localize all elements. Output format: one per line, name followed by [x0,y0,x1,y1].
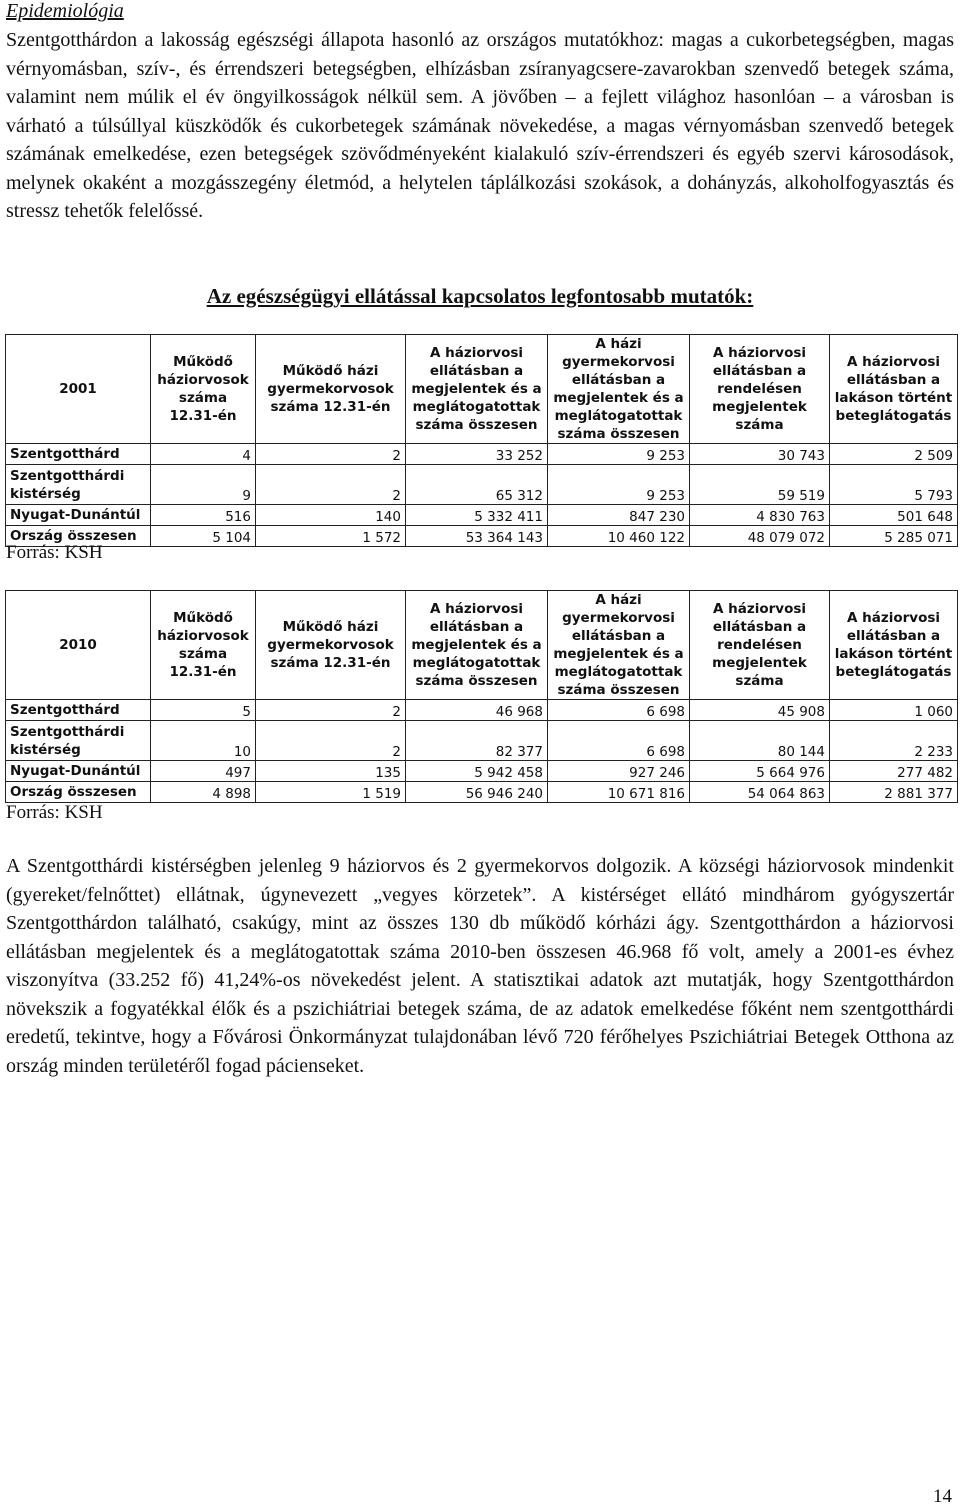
table-cell: 2 [256,700,406,721]
table-row [6,721,958,761]
table-cell: 6 698 [548,700,690,721]
table-cell: 1 572 [256,526,406,547]
section-title: Epidemiológia [6,0,124,22]
column-header: A háziorvosi ellátásban a megjelentek és a meglátogatottak száma összesen [406,335,548,444]
year-header: 2001 [6,335,151,444]
row-label: Szentgotthárd [6,444,151,465]
table-row [6,700,958,721]
table-cell: 4 830 763 [690,505,830,526]
table-cell: 10 [151,721,256,761]
column-header: Működő házi gyermekorvosok száma 12.31-én [256,335,406,444]
table-row [6,761,958,782]
table-cell: 6 698 [548,721,690,761]
table-cell: 56 946 240 [406,782,548,803]
table-row [6,526,958,547]
table-cell: 140 [256,505,406,526]
table-row [6,444,958,465]
table-cell: 5 793 [830,465,958,505]
table-row [6,505,958,526]
table-cell: 277 482 [830,761,958,782]
column-header: Működő házi gyermekorvosok száma 12.31-én [256,591,406,700]
table-cell: 9 253 [548,444,690,465]
source-note: Forrás: KSH [6,542,103,563]
source-note: Forrás: KSH [6,802,103,823]
table-header-row [6,335,958,444]
table-header-row [6,591,958,700]
table-cell: 30 743 [690,444,830,465]
table-cell: 5 942 458 [406,761,548,782]
table-cell: 9 [151,465,256,505]
table-cell: 33 252 [406,444,548,465]
table-cell: 53 364 143 [406,526,548,547]
row-label: Nyugat-Dunántúl [6,761,151,782]
table-cell: 5 332 411 [406,505,548,526]
table-cell: 516 [151,505,256,526]
year-header: 2010 [6,591,151,700]
table-cell: 80 144 [690,721,830,761]
table-cell: 9 253 [548,465,690,505]
table-row [6,465,958,505]
table-cell: 1 519 [256,782,406,803]
table-cell: 45 908 [690,700,830,721]
table-cell: 10 671 816 [548,782,690,803]
column-header: A háziorvosi ellátásban a lakáson történt beteglátogatás [830,591,958,700]
table-cell: 927 246 [548,761,690,782]
row-label: Szentgotthárd [6,700,151,721]
table-cell: 135 [256,761,406,782]
table-cell: 4 898 [151,782,256,803]
indicators-table-2001 [5,334,958,547]
column-header: A házi gyermekorvosi ellátásban a megjelentek és a meglátogatottak száma összesen [548,335,690,444]
table-cell: 59 519 [690,465,830,505]
table-cell: 5 [151,700,256,721]
column-header: Működő háziorvosok száma 12.31-én [151,335,256,444]
table-row [6,782,958,803]
row-label: Szentgotthárdi kistérség [6,721,151,761]
column-header: A háziorvosi ellátásban a lakáson történt beteglátogatás [830,335,958,444]
table-cell: 48 079 072 [690,526,830,547]
column-header: A háziorvosi ellátásban a megjelentek és a meglátogatottak száma összesen [406,591,548,700]
table-cell: 5 104 [151,526,256,547]
table-cell: 5 285 071 [830,526,958,547]
row-label: Ország összesen [6,526,151,547]
page-number: 14 [933,1486,952,1507]
table-cell: 5 664 976 [690,761,830,782]
row-label: Ország összesen [6,782,151,803]
indicators-table-2010 [5,590,958,803]
table-cell: 2 [256,721,406,761]
column-header: A házi gyermekorvosi ellátásban a megjelentek és a meglátogatottak száma összesen [548,591,690,700]
table-cell: 501 648 [830,505,958,526]
column-header: A háziorvosi ellátásban a rendelésen megjelentek száma [690,591,830,700]
row-label: Szentgotthárdi kistérség [6,465,151,505]
row-label: Nyugat-Dunántúl [6,505,151,526]
table-cell: 65 312 [406,465,548,505]
table-cell: 4 [151,444,256,465]
table-cell: 46 968 [406,700,548,721]
table-cell: 82 377 [406,721,548,761]
intro-paragraph: Szentgotthárdon a lakosság egészségi állapota hasonló az országos mutatókhoz: magas a cukorbetegségben, magas vérnyomásban, szív-, és érrendszeri betegségben, elhízásban zsíranyagcsere-zavarokban szenvedő betegek száma, valamint nem múlik el év öngyilkosságok nélkül sem. A jövőben – a fejlett világhoz hasonlóan – a városban is várható a túlsúllyal küszködők és cukorbetegek számának növekedése, a magas vérnyomásban szenvedő betegek számának emelkedése, ezen betegségek szövődményeként kialakuló szív-érrendszeri és egyéb szervi károsodások, melynek okaként a mozgásszegény életmód, a helytelen táplálkozási szokások, a dohányzás, alkoholfogyasztás és stressz tehetők felelőssé. [6,29,954,222]
table-cell: 54 064 863 [690,782,830,803]
table-cell: 497 [151,761,256,782]
column-header: Működő háziorvosok száma 12.31-én [151,591,256,700]
table-cell: 2 233 [830,721,958,761]
table-cell: 2 [256,444,406,465]
table-cell: 2 509 [830,444,958,465]
table-cell: 1 060 [830,700,958,721]
table-cell: 10 460 122 [548,526,690,547]
table-heading: Az egészségügyi ellátással kapcsolatos legfontosabb mutatók: [206,284,754,308]
table-cell: 2 [256,465,406,505]
table-cell: 847 230 [548,505,690,526]
table-cell: 2 881 377 [830,782,958,803]
summary-paragraph: A Szentgotthárdi kistérségben jelenleg 9 háziorvos és 2 gyermekorvos dolgozik. A községi háziorvosok mindenkit (gyereket/felnőttet) ellátnak, úgynevezett „vegyes körzetek”. A kistérséget ellátó mindhárom gyógyszertár Szentgotthárdon található, csakúgy, mint az összes 130 db működő kórházi ágy. Szentgotthárdon a háziorvosi ellátásban megjelentek és a meglátogatottak száma 2010-ben összesen 46.968 fő volt, amely a 2001-es évhez viszonyítva (33.252 fő) 41,24%-os növekedést jelent. A statisztikai adatok azt mutatják, hogy Szentgotthárdon növekszik a fogyatékkal élők és a pszichiátriai betegek száma, de az adatok emelkedése főként nem szentgotthárdi eredetű, tekintve, hogy a Fővárosi Önkormányzat tulajdonában lévő 720 férőhelyes Pszichiátriai Betegek Otthona az ország minden területéről fogad pácienseket. [6,855,954,1077]
column-header: A háziorvosi ellátásban a rendelésen megjelentek száma [690,335,830,444]
